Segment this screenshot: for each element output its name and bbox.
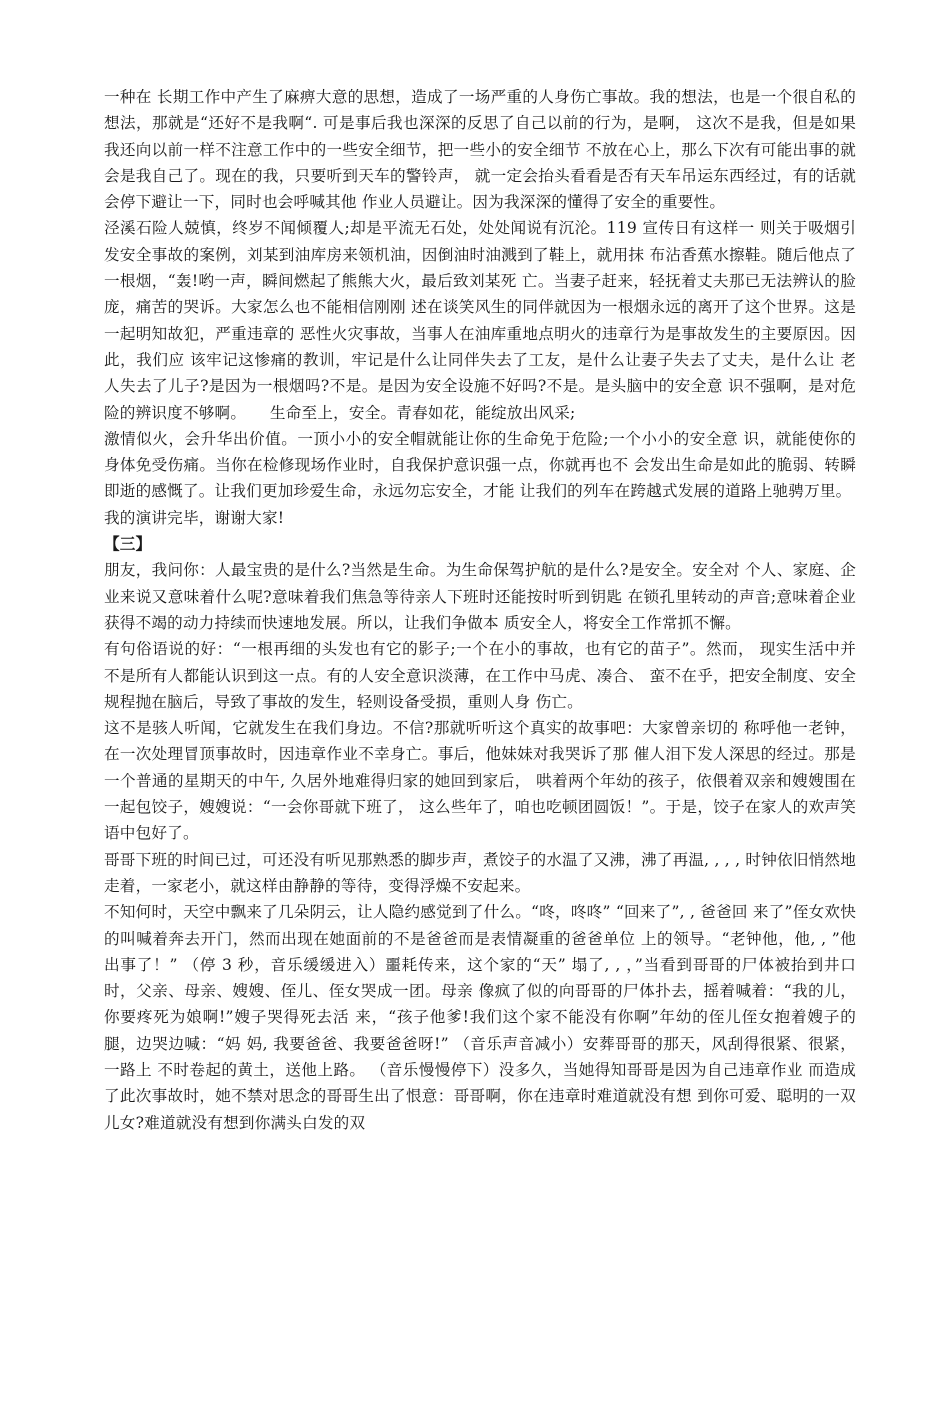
- paragraph-9: 不知何时，天空中飘来了几朵阴云，让人隐约感觉到了什么。“咚，咚咚” “回来了”, , 爸爸回 来了”侄女欢快的叫喊着奔去开门，然而出现在她面前的不是爸爸而是表情凝重的爸爸单位 上的领导。“老钟他，他, , ”他出事了！” （停 3 秒，音乐缓缓进入）噩耗传来，这个家的“天” 塌了, , ，”当看到哥哥的尸体被抬到井口时，父亲、母亲、嫂嫂、侄儿、侄女哭成一团。母亲 像疯了似的向哥哥的尸体扑去，摇着喊着：“我的儿，你要疼死为娘啊!”嫂子哭得死去活 来，“孩子他爹!我们这个家不能没有你啊”年幼的侄儿侄女抱着嫂子的腿，边哭边喊：“妈 妈, 我要爸爸、我要爸爸呀!” （音乐声音减小）安葬哥哥的那天，风刮得很紧、很紧，一路上 不时卷起的黄土，送他上路。 （音乐慢慢停下）没多久，当她得知哥哥是因为自己违章作业 而造成了此次事故时，她不禁对思念的哥哥生出了恨意：哥哥啊，你在违章时难道就没有想 到你可爱、聪明的一双儿女?难道就没有想到你满头白发的双: [104, 903, 856, 1132]
- document-page: [104, 84, 856, 1136]
- paragraph-8: 哥哥下班的时间已过，可还没有听见那熟悉的脚步声，煮饺子的水温了又沸，沸了再温, , , , 时钟依旧悄然地走着，一家老小，就这样由静静的等待，变得浮燥不安起来。: [104, 850, 856, 895]
- paragraph-3: 激情似火，会升华出价值。一顶小小的安全帽就能让你的生命免于危险;一个小小的安全意 识，就能使你的身体免受伤痛。当你在检修现场作业时，自我保护意识强一点，你就再也不 会发出生命是如此的脆弱、转瞬即逝的感慨了。让我们更加珍爱生命，永远勿忘安全，才能 让我们的列车在跨越式发展的道路上驰骋万里。: [104, 429, 856, 501]
- paragraph-1: 一种在 长期工作中产生了麻痹大意的思想，造成了一场严重的人身伤亡事故。我的想法，也是一个很自私的想法，那就是“还好不是我啊“. 可是事后我也深深的反思了自己以前的行为，是啊， 这次不是我，但是如果我还向以前一样不注意工作中的一些安全细节，把一些小的安全细节 不放在心上，那么下次有可能出事的就会是我自己了。现在的我，只要听到天车的警铃声， 就一定会抬头看看是否有天车吊运东西经过，有的话就会停下避让一下，同时也会呼喊其他 作业人员避让。因为我深深的懂得了安全的重要性。: [104, 88, 856, 212]
- paragraph-5: 朋友，我问你：人最宝贵的是什么?当然是生命。为生命保驾护航的是什么?是安全。安全对 个人、家庭、企业来说又意味着什么呢?意味着我们焦急等待亲人下班时还能按时听到钥匙 在锁孔里转动的声音;意味着企业获得不竭的动力持续而快速地发展。所以，让我们争做本 质安全人，将安全工作常抓不懈。: [104, 561, 856, 632]
- paragraph-6: 有句俗语说的好：“一根再细的头发也有它的影子;一个在小的事故，也有它的苗子”。然而， 现实生活中并不是所有人都能认识到这一点。有的人安全意识淡薄，在工作中马虎、凑合、 蛮不在乎，把安全制度、安全规程抛在脑后，导致了事故的发生，轻则设备受损，重则人身 伤亡。: [104, 640, 856, 711]
- paragraph-4: 我的演讲完毕，谢谢大家!: [104, 508, 285, 527]
- paragraph-2: 泾溪石险人兢慎，终岁不闻倾覆人;却是平流无石处，处处闻说有沉沦。119 宣传日有这样一 则关于吸烟引发安全事故的案例，刘某到油库房来领机油，因倒油时油溅到了鞋上，就用抹 布沾香蕉水擦鞋。随后他点了一根烟，“轰!哟一声，瞬间燃起了熊熊大火，最后致刘某死 亡。当妻子赶来，轻抚着丈夫那已无法辨认的脸庞，痛苦的哭诉。大家怎么也不能相信刚刚 述在谈笑风生的同伴就因为一根烟永远的离开了这个世界。这是一起明知故犯，严重违章的 恶性火灾事故，当事人在油库重地点明火的违章行为是事故发生的主要原因。因此，我们应 该牢记这惨痛的教训，牢记是什么让同伴失去了工友，是什么让妻子失去了丈夫，是什么让 老人失去了儿子?是因为一根烟吗?不是。是因为安全设施不好吗?不是。是头脑中的安全意 识不强啊，是对危险的辨识度不够啊。 生命至上，安全。青春如花，能绽放出风采;: [104, 219, 856, 422]
- paragraph-7: 这不是骇人听闻，它就发生在我们身边。不信?那就听听这个真实的故事吧：大家曾亲切的 称呼他一老钟，在一次处理冒顶事故时，因违章作业不幸身亡。事后，他妹妹对我哭诉了那 催人泪下发人深思的经过。那是一个普通的星期天的中午, 久居外地难得归家的她回到家后， 哄着两个年幼的孩子，依偎着双亲和嫂嫂围在一起包饺子，嫂嫂说：“一会你哥就下班了， 这么些年了，咱也吃顿团圆饭！”。于是，饺子在家人的欢声笑语中包好了。: [104, 719, 856, 843]
- section-heading: 【三】: [104, 535, 152, 554]
